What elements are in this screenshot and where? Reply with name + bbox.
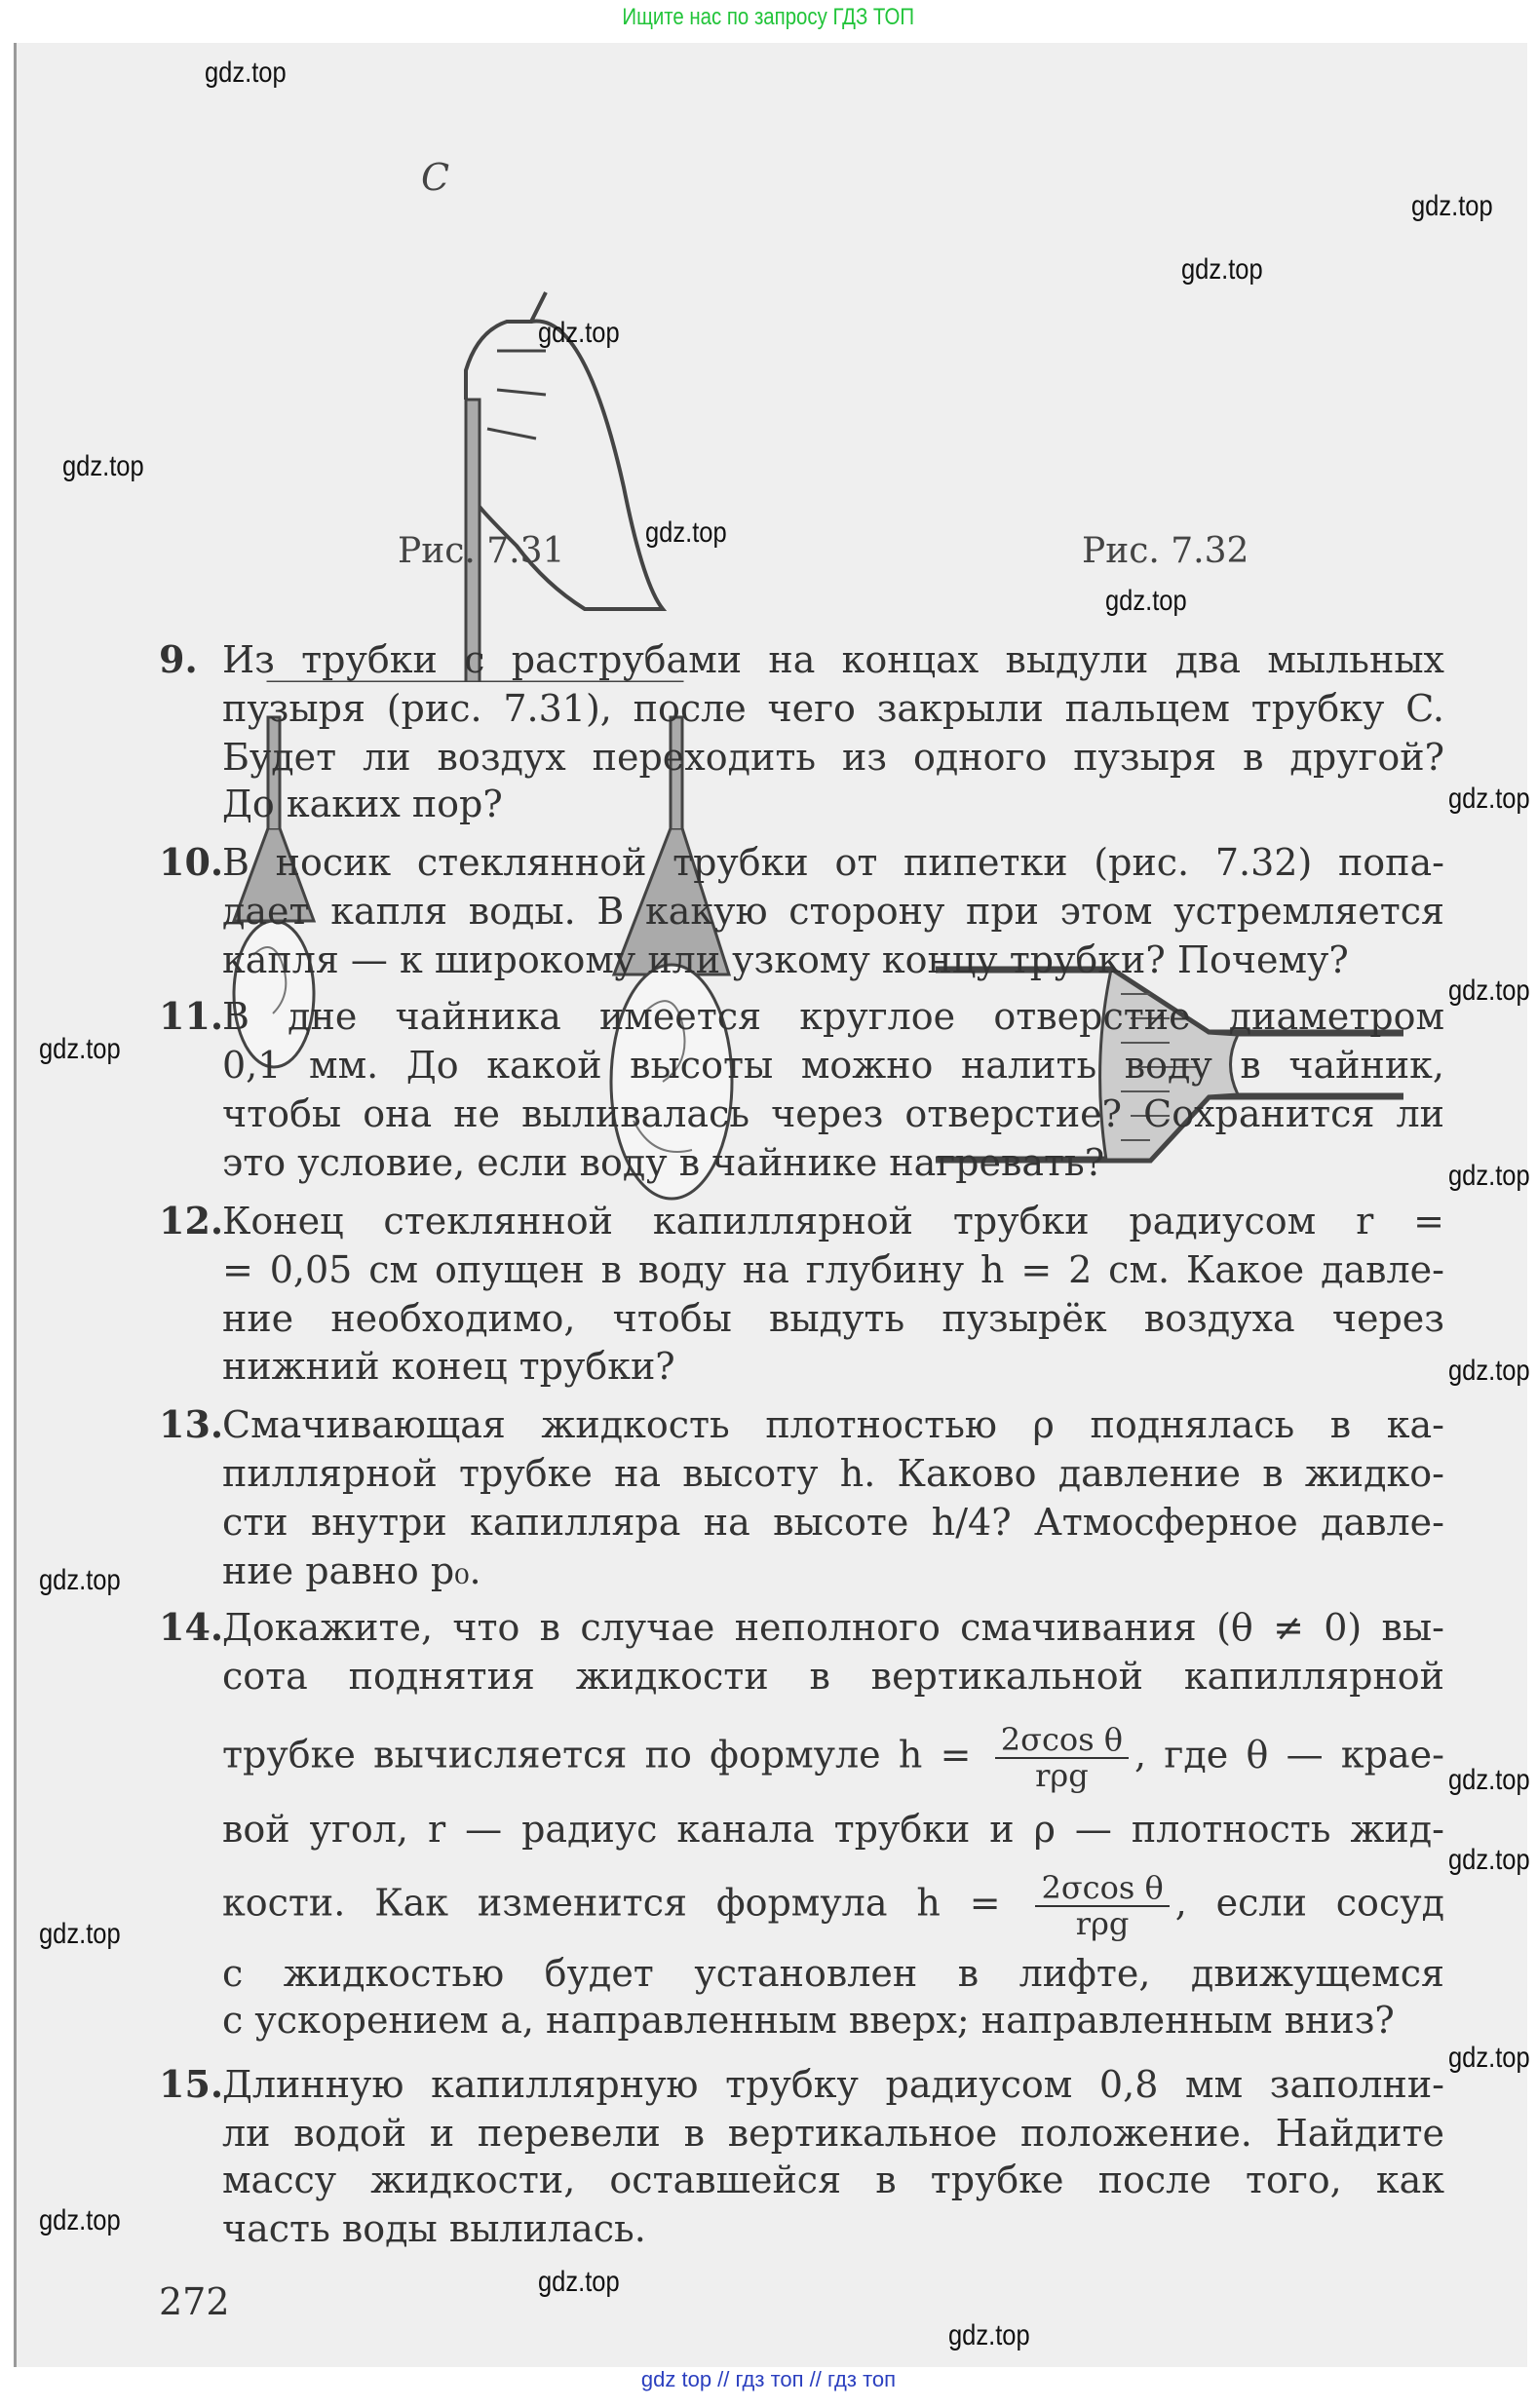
- watermark: gdz.top: [645, 516, 727, 549]
- watermark: gdz.top: [39, 2204, 121, 2236]
- formula-line: [222, 1723, 1444, 1793]
- problem-line: массу жидкости, оставшейся в трубке после того, как: [222, 2159, 1444, 2201]
- problem-line: Докажите, что в случае неполного смачивания (θ ≠ 0) вы-: [222, 1606, 1444, 1649]
- page-number: 272: [159, 2280, 230, 2323]
- problem-number: 14.: [159, 1605, 224, 1649]
- problem-line: В носик стеклянной трубки от пипетки (рис. 7.32) попа-: [222, 841, 1444, 884]
- watermark: gdz.top: [1448, 1844, 1530, 1876]
- figure-7-31: [0, 0, 1537, 682]
- problem-line: Будет ли воздух переходить из одного пузыря в другой?: [222, 736, 1444, 779]
- watermark: gdz.top: [39, 1918, 121, 1950]
- problem-line: 0,1 мм. До какой высоты можно налить воду в чайник,: [222, 1044, 1444, 1087]
- watermark: gdz.top: [1411, 190, 1493, 222]
- footer: [0, 2367, 1537, 2392]
- formula-text-after: , если сосуд: [1174, 1881, 1444, 1925]
- footer-text: gdz top // гдз топ // гдз топ: [640, 2367, 897, 2391]
- formula-fraction: [995, 1723, 1129, 1793]
- problem-line: Смачивающая жидкость плотностью ρ поднялась в ка-: [222, 1403, 1444, 1446]
- problem-line: это условие, если воду в чайнике нагревать?: [222, 1141, 1105, 1184]
- formula-fraction: [1035, 1871, 1169, 1941]
- problem-line: Из трубки с раструбами на концах выдули два мыльных: [222, 638, 1444, 681]
- problem-line: пиллярной трубке на высоту h. Каково давление в жидко-: [222, 1452, 1444, 1495]
- problem-line: вой угол, r — радиус канала трубки и ρ — плотность жид-: [222, 1808, 1444, 1851]
- formula-text-before: трубке вычисляется по формуле h =: [222, 1733, 972, 1777]
- problem-line: ние равно p₀.: [222, 1549, 481, 1592]
- watermark: gdz.top: [1448, 1160, 1530, 1192]
- formula-text-before: кости. Как изменится формула h =: [222, 1881, 1001, 1925]
- problem-line: В дне чайника имеется круглое отверстие диаметром: [222, 995, 1444, 1038]
- formula-text-after: , где θ — крае-: [1134, 1733, 1444, 1777]
- problem-line: чтобы она не выливалась через отверстие? Сохранится ли: [222, 1092, 1444, 1135]
- problem-line: часть воды вылилась.: [222, 2207, 646, 2250]
- problem-line: с жидкостью будет установлен в лифте, движущемся: [222, 1952, 1444, 1995]
- figure-caption-7-32: Рис. 7.32: [1082, 531, 1249, 571]
- formula-line: [222, 1871, 1444, 1941]
- banner-text: Ищите нас по запросу ГДЗ ТОП: [622, 4, 915, 30]
- watermark: gdz.top: [948, 2319, 1030, 2351]
- problem-number: 12.: [159, 1199, 224, 1242]
- problem-line: нижний конец трубки?: [222, 1345, 675, 1388]
- problem-line: Конец стеклянной капиллярной трубки радиусом r =: [222, 1200, 1444, 1242]
- watermark: gdz.top: [1181, 253, 1263, 286]
- problem-number: 11.: [159, 994, 224, 1038]
- problem-number: 10.: [159, 840, 224, 884]
- problem-line: пузыря (рис. 7.31), после чего закрыли пальцем трубку C.: [222, 687, 1444, 730]
- problem-number: 13.: [159, 1402, 224, 1446]
- problem-line: сота поднятия жидкости в вертикальной капиллярной: [222, 1655, 1444, 1698]
- watermark: gdz.top: [1448, 1764, 1530, 1796]
- watermark: gdz.top: [1448, 783, 1530, 815]
- problem-line: ние необходимо, чтобы выдуть пузырёк воздуха через: [222, 1297, 1444, 1340]
- problem-line: ли водой и перевели в вертикальное положение. Найдите: [222, 2112, 1444, 2155]
- watermark: gdz.top: [1448, 975, 1530, 1007]
- watermark: gdz.top: [538, 317, 620, 349]
- watermark: gdz.top: [1448, 1355, 1530, 1387]
- figure-caption-7-31: Рис. 7.31: [398, 531, 565, 571]
- watermark: gdz.top: [1448, 2042, 1530, 2074]
- numerator: 2σcos θ: [995, 1723, 1129, 1759]
- problem-number: 15.: [159, 2062, 224, 2106]
- problem-line: с ускорением a, направленным вверх; направленным вниз?: [222, 1999, 1395, 2042]
- problem-number: 9.: [159, 637, 198, 681]
- denominator: rρg: [1075, 1905, 1130, 1942]
- watermark: gdz.top: [62, 450, 144, 482]
- problem-line: капля — к широкому или узкому концу трубки? Почему?: [222, 938, 1349, 981]
- watermark: gdz.top: [538, 2266, 620, 2298]
- problem-line: сти внутри капилляра на высоте h/4? Атмосферное давле-: [222, 1501, 1444, 1544]
- problem-line: До каких пор?: [222, 783, 503, 825]
- watermark: gdz.top: [39, 1033, 121, 1065]
- problem-line: дает капля воды. В какую сторону при этом устремляется: [222, 890, 1444, 933]
- numerator: 2σcos θ: [1035, 1871, 1169, 1907]
- watermark: gdz.top: [39, 1564, 121, 1596]
- watermark: gdz.top: [205, 57, 287, 89]
- label-c: C: [421, 156, 450, 199]
- problem-line: Длинную капиллярную трубку радиусом 0,8 мм заполни-: [222, 2063, 1444, 2106]
- denominator: rρg: [1035, 1757, 1089, 1794]
- watermark: gdz.top: [1105, 585, 1187, 617]
- problem-line: = 0,05 см опущен в воду на глубину h = 2 см. Какое давле-: [222, 1248, 1444, 1291]
